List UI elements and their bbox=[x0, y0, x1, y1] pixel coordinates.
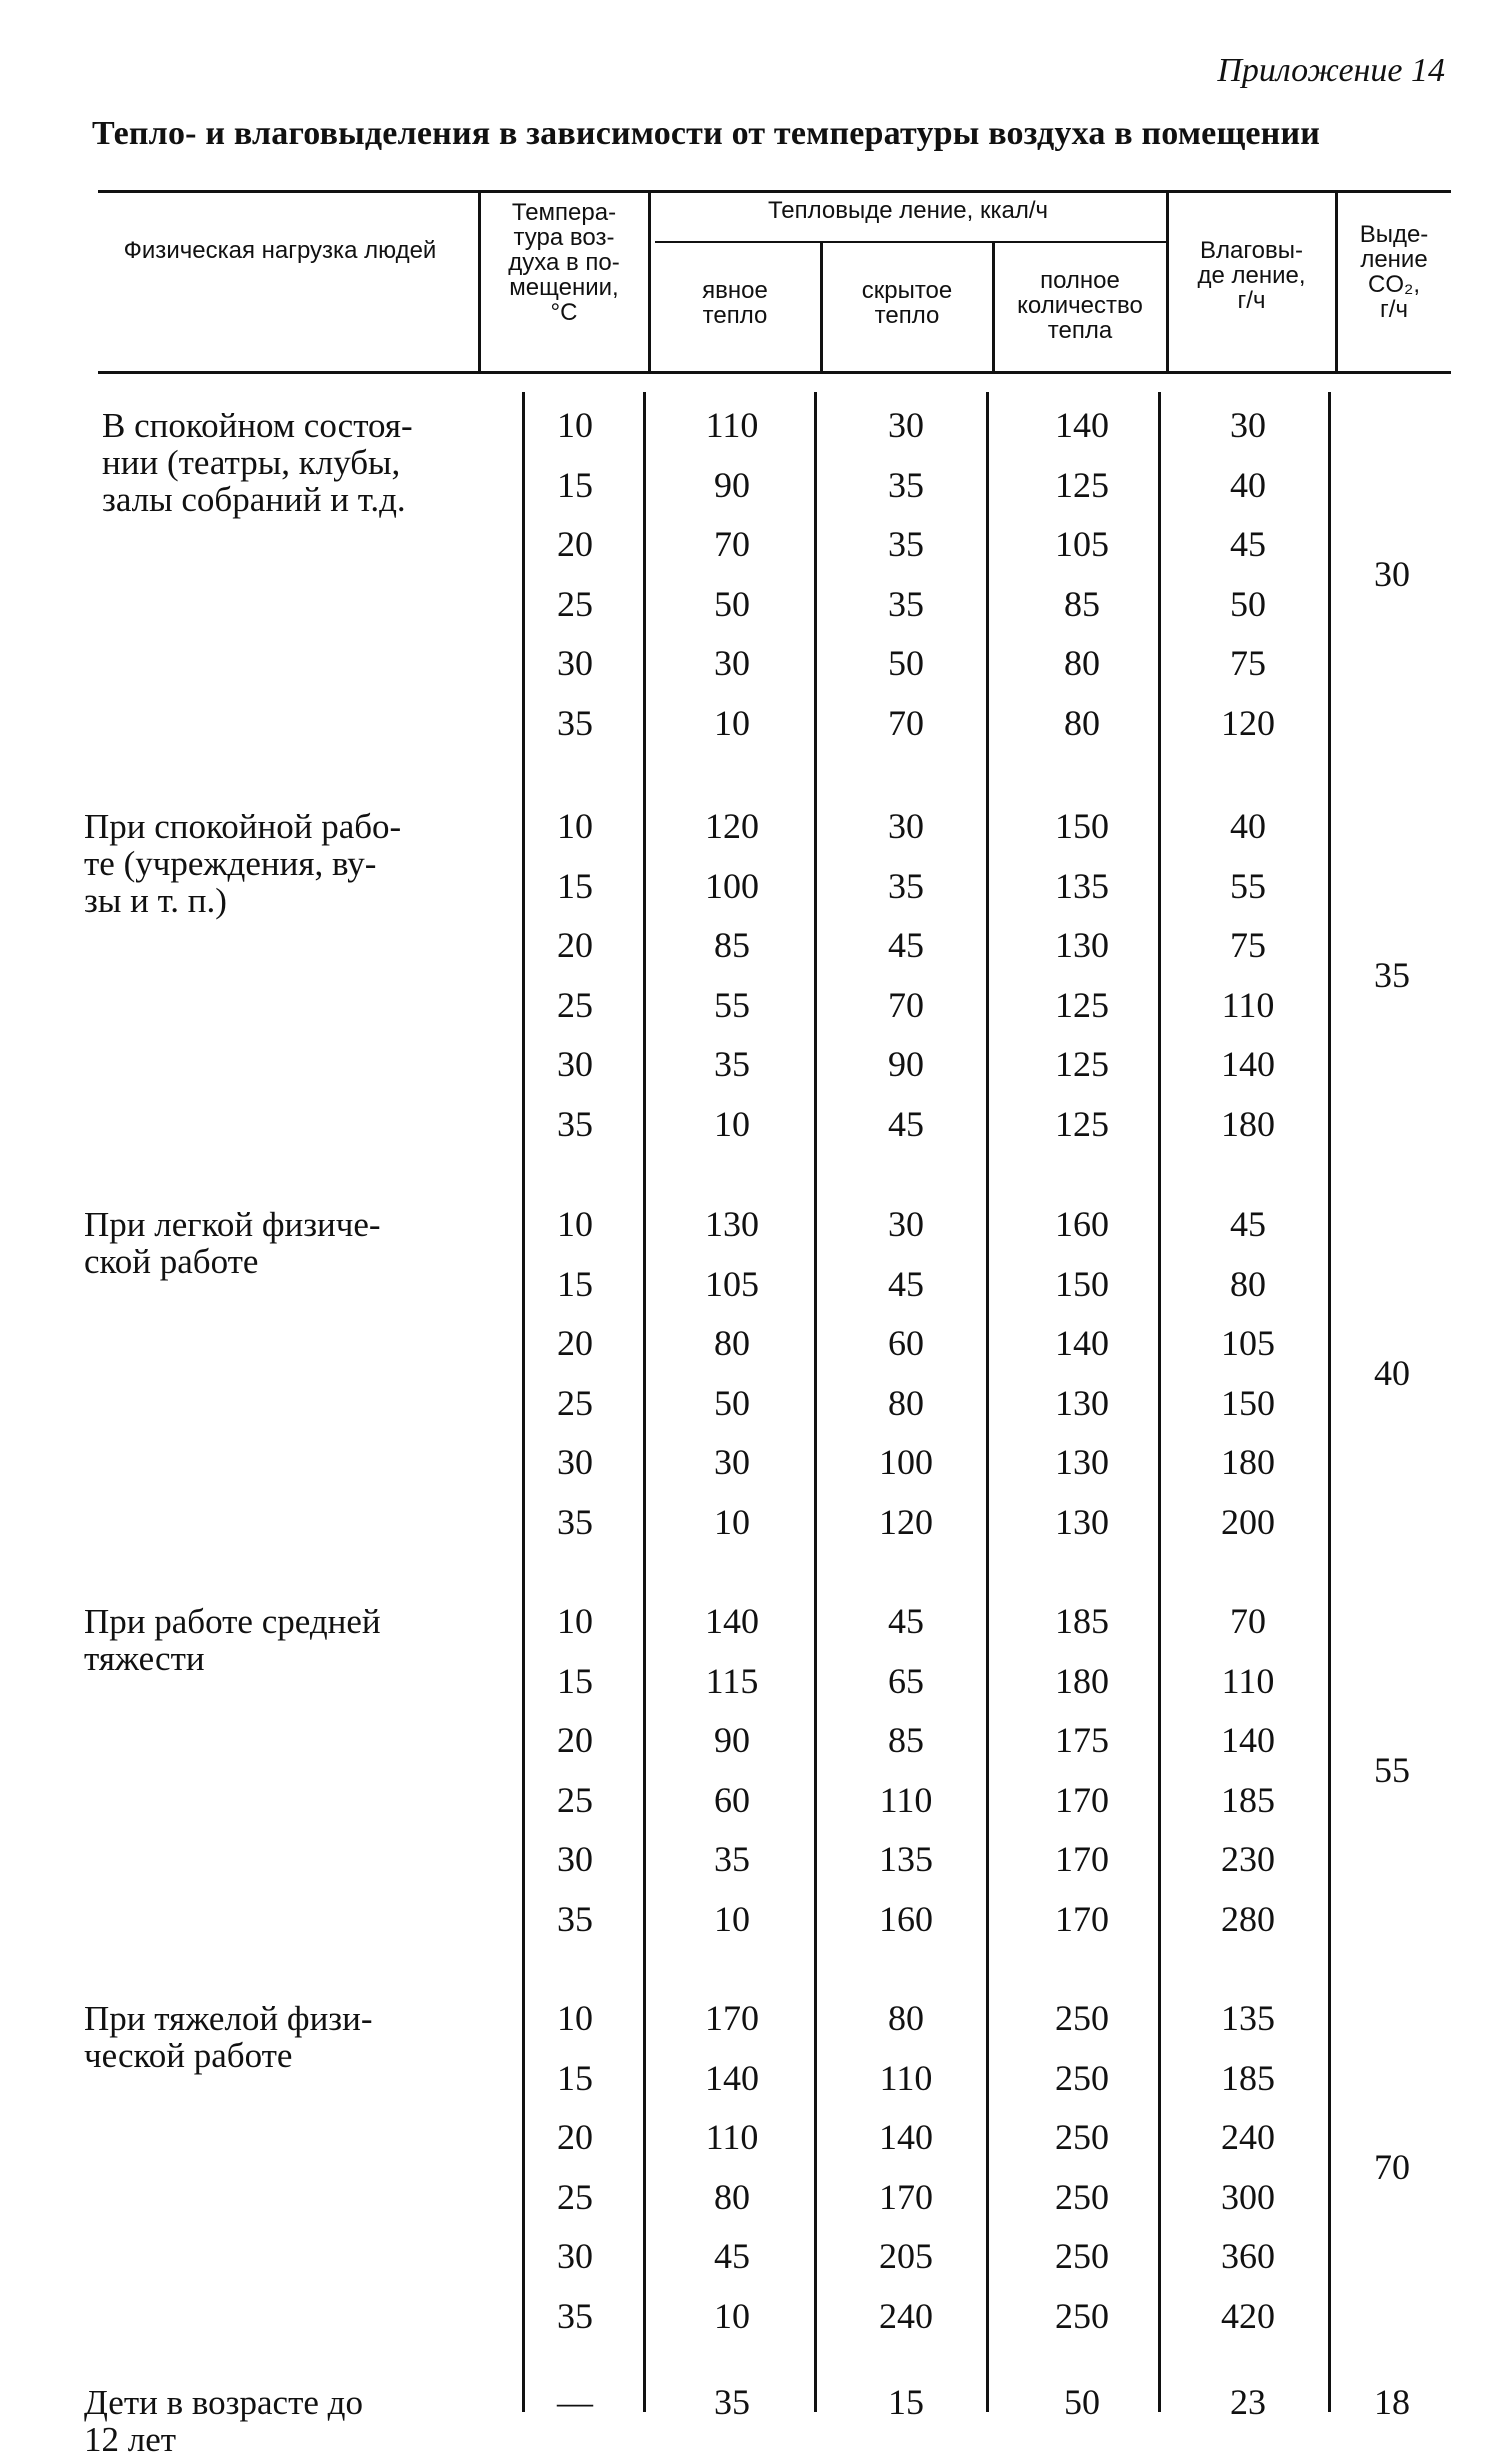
moisture-cell: 23 bbox=[1230, 2382, 1266, 2422]
temp-cell: 25 bbox=[557, 984, 593, 1025]
sensible-cell: 100 bbox=[705, 865, 759, 906]
total-cell: 50 bbox=[1064, 2382, 1100, 2422]
body-divider bbox=[1158, 392, 1161, 2412]
latent-cell: 30 bbox=[888, 806, 924, 846]
total-cell: 170 bbox=[1055, 1839, 1109, 1879]
load-label: При тяжелой физи- ческой работе bbox=[84, 1999, 373, 2075]
total-cell: 140 bbox=[1055, 1323, 1109, 1363]
header-temp bbox=[480, 200, 648, 325]
sensible-cell: 10 bbox=[714, 1898, 750, 1939]
sensible-cell: 80 bbox=[714, 2176, 750, 2217]
load-label: При работе средней тяжести bbox=[84, 1602, 381, 1678]
total-cell: 135 bbox=[1055, 865, 1109, 906]
sensible-cell: 60 bbox=[714, 1779, 750, 1820]
moisture-cell: 110 bbox=[1221, 984, 1275, 1025]
moisture-cell: 280 bbox=[1221, 1898, 1275, 1939]
load-label: В спокойном состоя- нии (театры, клубы, залы собраний и т.д. bbox=[102, 406, 413, 519]
moisture-cell: 105 bbox=[1221, 1323, 1275, 1363]
total-cell: 130 bbox=[1055, 1382, 1109, 1423]
latent-cell: 140 bbox=[879, 2117, 933, 2157]
moisture-cell: 300 bbox=[1221, 2176, 1275, 2217]
temp-cell: 25 bbox=[557, 2176, 593, 2217]
temp-cell: 10 bbox=[557, 806, 593, 846]
temp-cell: 25 bbox=[557, 1382, 593, 1423]
total-cell: 150 bbox=[1055, 806, 1109, 846]
total-cell: 250 bbox=[1055, 1998, 1109, 2038]
temp-cell: 35 bbox=[557, 702, 593, 743]
total-cell: 105 bbox=[1055, 524, 1109, 564]
temp-cell: 20 bbox=[557, 1720, 593, 1760]
sensible-cell: 110 bbox=[705, 405, 759, 445]
latent-cell: 45 bbox=[888, 1103, 924, 1144]
sensible-cell: 50 bbox=[714, 583, 750, 624]
load-label: При легкой физиче- ской работе bbox=[84, 1205, 381, 1281]
temp-cell: 35 bbox=[557, 2295, 593, 2336]
total-cell: 170 bbox=[1055, 1898, 1109, 1939]
header-sensible: явное тепло bbox=[702, 277, 768, 329]
sensible-cell: 35 bbox=[714, 1044, 750, 1084]
latent-cell: 50 bbox=[888, 643, 924, 683]
temp-cell: 35 bbox=[557, 1501, 593, 1542]
co2-value: 30 bbox=[1374, 553, 1410, 594]
total-cell: 175 bbox=[1055, 1720, 1109, 1760]
moisture-cell: 75 bbox=[1230, 643, 1266, 683]
moisture-cell: 240 bbox=[1221, 2117, 1275, 2157]
temp-cell: 30 bbox=[557, 1442, 593, 1482]
latent-cell: 30 bbox=[888, 405, 924, 445]
moisture-cell: 50 bbox=[1230, 583, 1266, 624]
latent-cell: 35 bbox=[888, 583, 924, 624]
sensible-cell: 10 bbox=[714, 2295, 750, 2336]
moisture-cell: 120 bbox=[1221, 702, 1275, 743]
total-cell: 130 bbox=[1055, 925, 1109, 965]
temp-cell: 10 bbox=[557, 1601, 593, 1641]
load-label: Дети в возрасте до 12 лет bbox=[84, 2383, 363, 2459]
sensible-cell: 10 bbox=[714, 702, 750, 743]
sensible-cell: 35 bbox=[714, 2382, 750, 2422]
moisture-cell: 200 bbox=[1221, 1501, 1275, 1542]
total-cell: 125 bbox=[1055, 1103, 1109, 1144]
latent-cell: 135 bbox=[879, 1839, 933, 1879]
latent-cell: 110 bbox=[879, 2057, 933, 2098]
sensible-cell: 35 bbox=[714, 1839, 750, 1879]
latent-cell: 65 bbox=[888, 1660, 924, 1701]
total-cell: 80 bbox=[1064, 702, 1100, 743]
load-label: При спокойной рабо- те (учреждения, ву- зы и т. п.) bbox=[84, 807, 402, 920]
moisture-cell: 70 bbox=[1230, 1601, 1266, 1641]
header-bottom-rule bbox=[98, 371, 1451, 374]
total-cell: 180 bbox=[1055, 1660, 1109, 1701]
total-cell: 85 bbox=[1064, 583, 1100, 624]
total-cell: 250 bbox=[1055, 2295, 1109, 2336]
body-divider bbox=[1328, 392, 1331, 2412]
latent-cell: 110 bbox=[879, 1779, 933, 1820]
latent-cell: 80 bbox=[888, 1998, 924, 2038]
sensible-cell: 120 bbox=[705, 806, 759, 846]
total-cell: 125 bbox=[1055, 1044, 1109, 1084]
sensible-cell: 140 bbox=[705, 2057, 759, 2098]
sensible-cell: 170 bbox=[705, 1998, 759, 2038]
moisture-cell: 135 bbox=[1221, 1998, 1275, 2038]
temp-cell: 30 bbox=[557, 1839, 593, 1879]
temp-cell: 30 bbox=[557, 2236, 593, 2276]
latent-cell: 240 bbox=[879, 2295, 933, 2336]
co2-value: 40 bbox=[1374, 1352, 1410, 1393]
latent-cell: 35 bbox=[888, 464, 924, 505]
temp-cell: 20 bbox=[557, 1323, 593, 1363]
total-cell: 150 bbox=[1055, 1263, 1109, 1304]
latent-cell: 45 bbox=[888, 1601, 924, 1641]
latent-cell: 85 bbox=[888, 1720, 924, 1760]
latent-cell: 80 bbox=[888, 1382, 924, 1423]
moisture-cell: 185 bbox=[1221, 2057, 1275, 2098]
total-cell: 80 bbox=[1064, 643, 1100, 683]
latent-cell: 60 bbox=[888, 1323, 924, 1363]
co2-value: 18 bbox=[1374, 2382, 1410, 2422]
total-cell: 250 bbox=[1055, 2057, 1109, 2098]
moisture-cell: 420 bbox=[1221, 2295, 1275, 2336]
latent-cell: 30 bbox=[888, 1204, 924, 1244]
appendix-label: Приложение 14 bbox=[1217, 52, 1445, 89]
temp-cell: 20 bbox=[557, 925, 593, 965]
temp-cell: 10 bbox=[557, 1998, 593, 2038]
latent-cell: 45 bbox=[888, 1263, 924, 1304]
moisture-cell: 40 bbox=[1230, 806, 1266, 846]
total-cell: 250 bbox=[1055, 2117, 1109, 2157]
latent-cell: 160 bbox=[879, 1898, 933, 1939]
moisture-cell: 75 bbox=[1230, 925, 1266, 965]
moisture-cell: 55 bbox=[1230, 865, 1266, 906]
sensible-cell: 10 bbox=[714, 1103, 750, 1144]
moisture-cell: 30 bbox=[1230, 405, 1266, 445]
moisture-cell: 180 bbox=[1221, 1103, 1275, 1144]
moisture-cell: 80 bbox=[1230, 1263, 1266, 1304]
moisture-cell: 40 bbox=[1230, 464, 1266, 505]
moisture-cell: 185 bbox=[1221, 1779, 1275, 1820]
header-top-rule bbox=[98, 190, 1451, 193]
sensible-cell: 130 bbox=[705, 1204, 759, 1244]
sensible-cell: 55 bbox=[714, 984, 750, 1025]
sensible-cell: 90 bbox=[714, 464, 750, 505]
header-latent: скрытое тепло bbox=[861, 277, 953, 329]
temp-cell: 15 bbox=[557, 464, 593, 505]
latent-cell: 205 bbox=[879, 2236, 933, 2276]
moisture-cell: 140 bbox=[1221, 1720, 1275, 1760]
total-cell: 130 bbox=[1055, 1501, 1109, 1542]
page-title: Тепло- и влаговыделения в зависимости от температуры воздуха в помещении bbox=[92, 115, 1321, 152]
body-divider bbox=[814, 392, 817, 2412]
latent-cell: 15 bbox=[888, 2382, 924, 2422]
header-heat-group: Тепловыде ление, ккал/ч bbox=[767, 197, 1049, 224]
header-load: Физическая нагрузка людей bbox=[123, 237, 437, 264]
sensible-cell: 70 bbox=[714, 524, 750, 564]
header-temp-text: Темпера- тура воз- духа в по- мещении, °C bbox=[508, 199, 620, 326]
co2-value: 35 bbox=[1374, 954, 1410, 995]
latent-cell: 120 bbox=[879, 1501, 933, 1542]
moisture-cell: 180 bbox=[1221, 1442, 1275, 1482]
moisture-cell: 45 bbox=[1230, 1204, 1266, 1244]
temp-cell: 30 bbox=[557, 1044, 593, 1084]
temp-cell: 35 bbox=[557, 1898, 593, 1939]
total-cell: 140 bbox=[1055, 405, 1109, 445]
temp-cell: 15 bbox=[557, 1660, 593, 1701]
latent-cell: 35 bbox=[888, 865, 924, 906]
moisture-cell: 360 bbox=[1221, 2236, 1275, 2276]
sensible-cell: 10 bbox=[714, 1501, 750, 1542]
latent-cell: 45 bbox=[888, 925, 924, 965]
moisture-cell: 230 bbox=[1221, 1839, 1275, 1879]
total-cell: 170 bbox=[1055, 1779, 1109, 1820]
sensible-cell: 90 bbox=[714, 1720, 750, 1760]
sensible-cell: 50 bbox=[714, 1382, 750, 1423]
header-moisture: Влаговы- де ление, г/ч bbox=[1197, 237, 1306, 314]
sensible-cell: 110 bbox=[705, 2117, 759, 2157]
total-cell: 160 bbox=[1055, 1204, 1109, 1244]
total-cell: 185 bbox=[1055, 1601, 1109, 1641]
total-cell: 130 bbox=[1055, 1442, 1109, 1482]
temp-cell: 30 bbox=[557, 643, 593, 683]
latent-cell: 90 bbox=[888, 1044, 924, 1084]
temp-cell: — bbox=[557, 2382, 593, 2422]
sensible-cell: 80 bbox=[714, 1323, 750, 1363]
temp-cell: 35 bbox=[557, 1103, 593, 1144]
sensible-cell: 85 bbox=[714, 925, 750, 965]
moisture-cell: 110 bbox=[1221, 1660, 1275, 1701]
body-divider bbox=[643, 392, 646, 2412]
latent-cell: 70 bbox=[888, 702, 924, 743]
body-divider bbox=[986, 392, 989, 2412]
co2-value: 70 bbox=[1374, 2146, 1410, 2187]
sensible-cell: 115 bbox=[705, 1660, 759, 1701]
total-cell: 125 bbox=[1055, 984, 1109, 1025]
co2-value: 55 bbox=[1374, 1749, 1410, 1790]
total-cell: 250 bbox=[1055, 2236, 1109, 2276]
latent-cell: 35 bbox=[888, 524, 924, 564]
sensible-cell: 140 bbox=[705, 1601, 759, 1641]
heat-group-rule bbox=[655, 241, 1167, 243]
header-total: полное количество тепла bbox=[1017, 267, 1143, 344]
temp-cell: 15 bbox=[557, 1263, 593, 1304]
temp-cell: 20 bbox=[557, 2117, 593, 2157]
temp-cell: 10 bbox=[557, 1204, 593, 1244]
moisture-cell: 140 bbox=[1221, 1044, 1275, 1084]
sensible-cell: 45 bbox=[714, 2236, 750, 2276]
latent-cell: 70 bbox=[888, 984, 924, 1025]
latent-cell: 170 bbox=[879, 2176, 933, 2217]
sensible-cell: 30 bbox=[714, 643, 750, 683]
temp-cell: 10 bbox=[557, 405, 593, 445]
sensible-cell: 105 bbox=[705, 1263, 759, 1304]
header-co2: Выде- ление CO₂, г/ч bbox=[1359, 221, 1429, 323]
temp-cell: 15 bbox=[557, 2057, 593, 2098]
moisture-cell: 45 bbox=[1230, 524, 1266, 564]
sensible-cell: 30 bbox=[714, 1442, 750, 1482]
temp-cell: 15 bbox=[557, 865, 593, 906]
temp-cell: 25 bbox=[557, 583, 593, 624]
total-cell: 250 bbox=[1055, 2176, 1109, 2217]
latent-cell: 100 bbox=[879, 1442, 933, 1482]
temp-cell: 25 bbox=[557, 1779, 593, 1820]
temp-cell: 20 bbox=[557, 524, 593, 564]
total-cell: 125 bbox=[1055, 464, 1109, 505]
moisture-cell: 150 bbox=[1221, 1382, 1275, 1423]
